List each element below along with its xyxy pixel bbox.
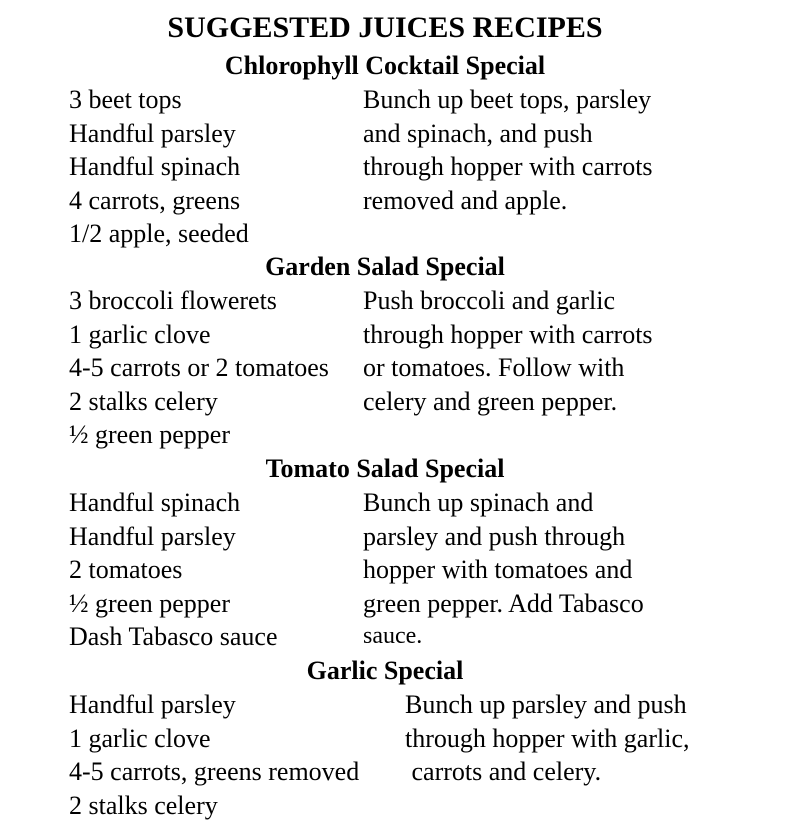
ingredient-item: 4 carrots, greens [69, 185, 241, 215]
ingredient-item: 4-5 carrots or 2 tomatoes [69, 353, 329, 383]
recipe-title-garlic: Garlic Special [306, 656, 464, 685]
ingredient-item: 2 stalks celery [69, 386, 218, 416]
direction-line: sauce. [363, 623, 423, 650]
ingredient-item: 2 tomatoes [69, 555, 183, 585]
ingredient-item: Handful parsley [69, 690, 236, 719]
ingredient-item: ½ green pepper [69, 420, 230, 450]
direction-line: hopper with tomatoes and [363, 555, 633, 585]
directions-garlic [405, 688, 690, 789]
direction-line: and spinach, and push [363, 118, 593, 148]
directions-tomato-salad [363, 486, 644, 654]
recipe-title-tomato-salad: Tomato Salad Special [265, 454, 505, 483]
direction-line: or tomatoes. Follow with [363, 353, 625, 383]
directions-chlorophyll-cocktail [363, 83, 653, 217]
ingredient-item: Handful parsley [69, 521, 236, 551]
ingredient-item: 3 beet tops [69, 85, 182, 114]
direction-line: Push broccoli and garlic [363, 286, 615, 315]
ingredient-item: Handful parsley [69, 118, 236, 148]
ingredients-list-garden-salad [69, 284, 329, 452]
ingredient-item: ½ green pepper [69, 588, 230, 618]
direction-line: through hopper with garlic, [405, 723, 690, 753]
directions-garden-salad [363, 284, 653, 418]
direction-line: parsley and push through [363, 521, 626, 551]
ingredient-item: Dash Tabasco sauce [69, 622, 278, 652]
ingredients-list-chlorophyll-cocktail [69, 83, 249, 251]
direction-line: Bunch up beet tops, parsley [363, 85, 652, 114]
ingredients-list-garlic [69, 688, 359, 822]
direction-line: Bunch up spinach and [363, 488, 594, 517]
recipe-title-chlorophyll-cocktail: Chlorophyll Cocktail Special [224, 51, 546, 80]
ingredient-item: 3 broccoli flowerets [69, 286, 277, 315]
ingredient-item: 1 garlic clove [69, 723, 211, 753]
ingredient-item: 2 stalks celery [69, 790, 218, 820]
ingredient-item: Handful spinach [69, 152, 241, 182]
direction-line: through hopper with carrots [363, 152, 653, 182]
recipe-title-garden-salad: Garden Salad Special [265, 252, 505, 281]
ingredients-list-tomato-salad [69, 486, 278, 654]
ingredient-item: 4-5 carrots, greens removed [69, 757, 360, 787]
direction-line: removed and apple. [363, 185, 568, 215]
direction-line: celery and green pepper. [363, 386, 618, 416]
page-title: SUGGESTED JUICES RECIPES [167, 11, 603, 44]
direction-line: Bunch up parsley and push [405, 690, 687, 719]
direction-line: green pepper. Add Tabasco [363, 588, 644, 618]
direction-line: carrots and celery. [405, 757, 602, 787]
ingredient-item: 1 garlic clove [69, 319, 211, 349]
ingredient-item: Handful spinach [69, 488, 241, 517]
direction-line: through hopper with carrots [363, 319, 653, 349]
ingredient-item: 1/2 apple, seeded [69, 219, 249, 249]
